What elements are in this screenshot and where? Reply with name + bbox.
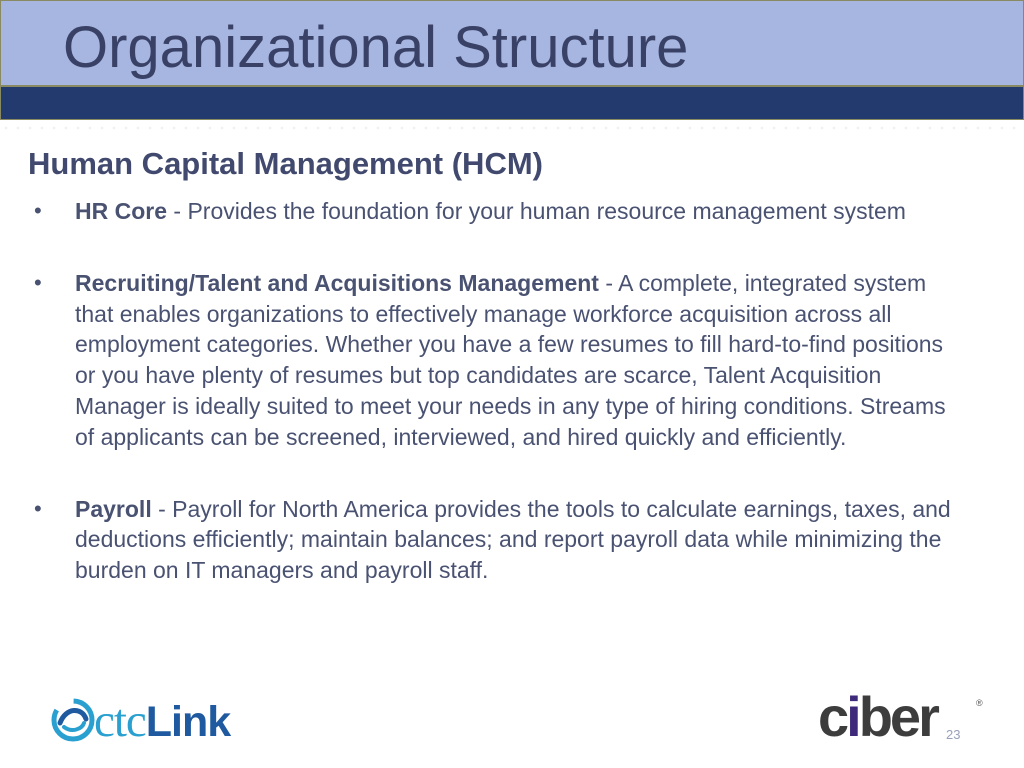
- bullet-list: [0, 196, 1000, 586]
- ctclink-logo: [50, 695, 250, 749]
- ctclink-swirl-icon: [50, 697, 96, 743]
- ctclink-prefix: ctc: [94, 695, 146, 747]
- ciber-wordmark: [818, 686, 937, 748]
- registered-mark: ®: [976, 698, 983, 708]
- bullet-item-recruiting: [0, 268, 960, 453]
- title-band: [0, 0, 1024, 86]
- bullet-dot-icon: •: [34, 495, 42, 521]
- bullet-dot-icon: •: [34, 198, 42, 223]
- ciber-letter-i: i: [846, 685, 859, 748]
- bullet-text: - Provides the foundation for your human resource management system: [167, 198, 906, 224]
- bullet-item-hr-core: [0, 196, 960, 227]
- navy-divider-band: [0, 86, 1024, 120]
- bullet-term: Payroll: [75, 495, 152, 522]
- bullet-term: HR Core: [75, 198, 168, 224]
- bullet-item-payroll: [0, 494, 960, 586]
- dotted-divider: [0, 123, 1024, 133]
- ciber-letter-c: c: [818, 685, 847, 748]
- bullet-dot-icon: •: [34, 269, 42, 295]
- slide-title: Organizational Structure: [63, 15, 689, 80]
- bullet-text: - Payroll for North America provides the tools to calculate earnings, taxes, and deductions efficiently; maintain balances; and report payroll data while minimizing the burden on IT managers and payroll staff.: [75, 495, 951, 584]
- bullet-term: Recruiting/Talent and Acquisitions Management: [75, 269, 599, 296]
- page-number: 23: [946, 727, 961, 742]
- bullet-text: - A complete, integrated system that enables organizations to effectively manage workforce acquisition across all employment categories. Whether you have a few resumes to fill hard-to-find positions or you have plenty of resumes but top candidates are scarce, Talent Acquisition Manager is ideally suited to meet your needs in any type of hiring conditions. Streams of applicants can be screened, interviewed, and hired quickly and efficiently.: [75, 269, 946, 450]
- section-heading: Human Capital Management (HCM): [28, 146, 543, 181]
- ciber-logo: [818, 685, 988, 748]
- ctclink-wordmark: [94, 693, 230, 750]
- ciber-letters-rest: ber: [858, 685, 937, 748]
- ctclink-suffix: Link: [145, 698, 231, 746]
